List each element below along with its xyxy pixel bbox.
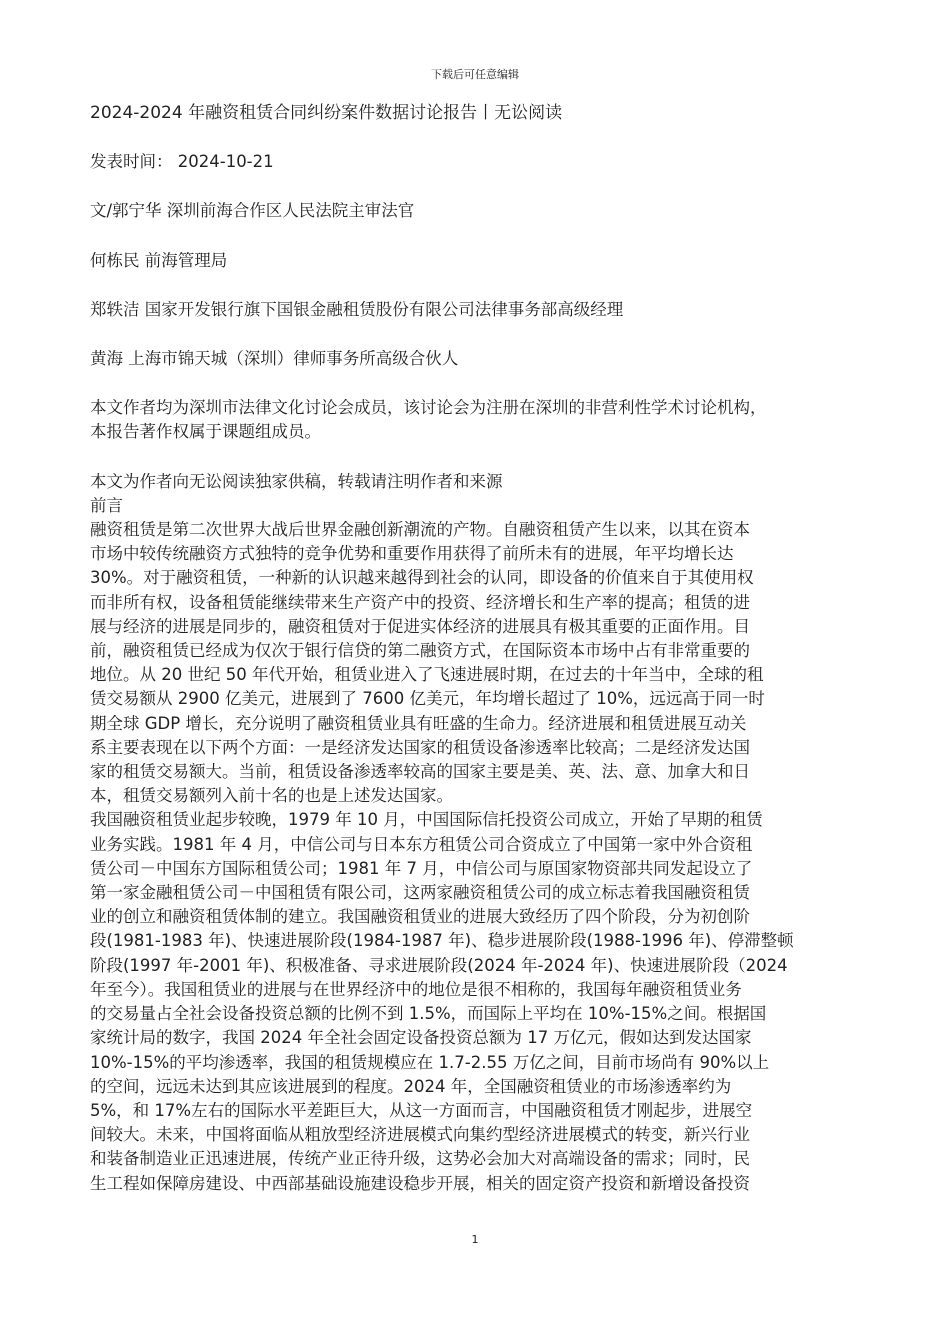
paragraph-line: 融资租赁是第二次世界大战后世界金融创新潮流的产物。自融资租赁产生以来，以其在资本 (90, 520, 750, 540)
paragraph-line: 第一家金融租赁公司－中国租赁有限公司，这两家融资租赁公司的成立标志着我国融资租赁 (90, 883, 750, 903)
paragraph-line: 前，融资租赁已经成为仅次于银行信贷的第二融资方式，在国际资本市场中占有非常重要的 (90, 641, 750, 661)
publish-date: 发表时间： 2024-10-21 (90, 152, 274, 172)
paragraph-line: 家的租赁交易额大。当前，租赁设备渗透率较高的国家主要是美、英、法、意、加拿大和日 (90, 762, 750, 782)
paragraph-line: 间较大。未来，中国将面临从粗放型经济进展模式向集约型经济进展模式的转变，新兴行业 (90, 1125, 750, 1145)
source-note: 本文为作者向无讼阅读独家供稿，转载请注明作者和来源 (90, 471, 503, 491)
paragraph-line: 赁公司－中国东方国际租赁公司；1981 年 7 月，中信公司与原国家物资部共同发起设立了 (90, 858, 753, 878)
author-note-line: 本报告著作权属于课题组成员。 (90, 422, 321, 442)
paragraph-2 (90, 808, 880, 1195)
author-line: 黄海 上海市锦天城（深圳）律师事务所高级合伙人 (90, 349, 459, 369)
author-line: 何栋民 前海管理局 (90, 250, 228, 270)
paragraph-line: 家统计局的数字，我国 2024 年全社会固定设备投资总额为 17 万亿元，假如达到发达国家 (90, 1028, 752, 1048)
paragraph-line: 阶段(1997 年-2001 年)、积极准备、寻求进展阶段(2024 年-2024 年)、快速进展阶段（2024 (90, 955, 788, 975)
document-body (90, 101, 880, 1196)
paragraph-line: 10%-15%的平均渗透率，我国的租赁规模应在 1.7-2.55 万亿之间，目前市场尚有 90%以上 (90, 1052, 770, 1072)
page-number: 1 (471, 1233, 479, 1246)
paragraph-line: 30%。对于融资租赁，一种新的认识越来越得到社会的认同，即设备的价值来自于其使用权 (90, 568, 754, 588)
author-note-line: 本文作者均为深圳市法律文化讨论会成员，该讨论会为注册在深圳的非营利性学术讨论机构， (90, 398, 767, 418)
document-title: 2024-2024 年融资租赁合同纠纷案件数据讨论报告丨无讼阅读 (90, 103, 563, 123)
paragraph-line: 我国融资租赁业起步较晚，1979 年 10 月，中国国际信托投资公司成立，开始了早期的租赁 (90, 810, 763, 830)
paragraph-line: 的空间，远远未达到其应该进展到的程度。2024 年，全国融资租赁业的市场渗透率约为 (90, 1076, 732, 1096)
paragraph-line: 5%，和 17%左右的国际水平差距巨大，从这一方面而言，中国融资租赁才刚起步，进展空 (90, 1100, 753, 1120)
paragraph-line: 年至今）。我国租赁业的进展与在世界经济中的地位是很不相称的，我国每年融资租赁业务 (90, 979, 742, 999)
paragraph-line: 地位。从 20 世纪 50 年代开始，租赁业进入了飞速进展时期，在过去的十年当中，全球的租 (90, 665, 764, 685)
paragraph-line: 赁交易额从 2900 亿美元，进展到了 7600 亿美元，年均增长超过了 10%，远远高于同一时 (90, 689, 765, 709)
author-line: 郑轶洁 国家开发银行旗下国银金融租赁股份有限公司法律事务部高级经理 (90, 299, 624, 319)
paragraph-line: 展与经济的进展是同步的，融资租赁对于促进实体经济的进展具有极其重要的正面作用。目 (90, 616, 750, 636)
paragraph-line: 生工程如保障房建设、中西部基础设施建设稳步开展，相关的固定资产投资和新增设备投资 (90, 1173, 750, 1193)
paragraph-line: 段(1981-1983 年)、快速进展阶段(1984-1987 年)、稳步进展阶段(1988-1996 年)、停滞整顿 (90, 931, 794, 951)
author-note (90, 396, 880, 444)
paragraph-line: 而非所有权，设备租赁能继续带来生产资产中的投资、经济增长和生产率的提高；租赁的进 (90, 592, 750, 612)
paragraph-line: 系主要表现在以下两个方面：一是经济发达国家的租赁设备渗透率比较高；二是经济发达国 (90, 737, 750, 757)
paragraph-1 (90, 518, 880, 808)
paragraph-line: 本，租赁交易额列入前十名的也是上述发达国家。 (90, 786, 453, 806)
paragraph-line: 业务实践。1981 年 4 月，中信公司与日本东方租赁公司合资成立了中国第一家中外合资租 (90, 834, 753, 854)
preface-heading: 前言 (90, 495, 123, 515)
header-note: 下载后可任意编辑 (431, 68, 519, 81)
paragraph-line: 市场中较传统融资方式独特的竞争优势和重要作用获得了前所未有的进展，年平均增长达 (90, 544, 734, 564)
paragraph-line: 和装备制造业正迅速进展，传统产业正待升级，这势必会加大对高端设备的需求；同时，民 (90, 1149, 750, 1169)
author-line: 文/郭宁华 深圳前海合作区人民法院主审法官 (90, 201, 415, 221)
paragraph-line: 的交易量占全社会设备投资总额的比例不到 1.5%，而国际上平均在 10%-15%之间。根据国 (90, 1004, 767, 1024)
paragraph-line: 业的创立和融资租赁体制的建立。我国融资租赁业的进展大致经历了四个阶段，分为初创阶 (90, 907, 750, 927)
paragraph-line: 期全球 GDP 增长，充分说明了融资租赁业具有旺盛的生命力。经济进展和租赁进展互动关 (90, 713, 747, 733)
